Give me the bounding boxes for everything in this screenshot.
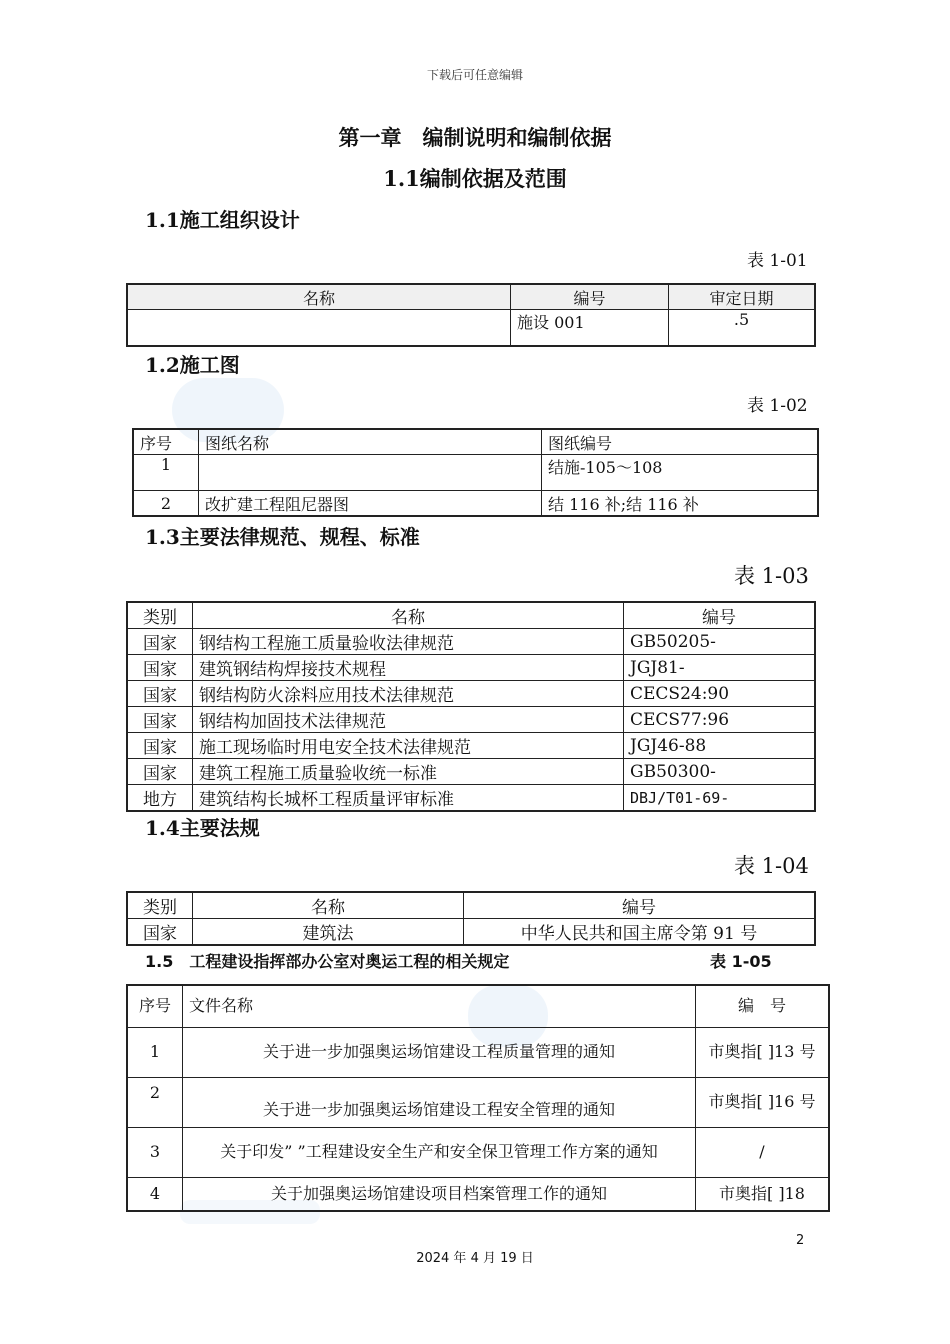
cell: / [696,1127,830,1177]
col-header: 编号 [511,284,669,310]
table-row [127,310,815,346]
table-1-01 [126,283,816,347]
cell: 国家 [127,629,193,655]
heading-1-2: 1.2施工图 [145,353,240,377]
cell: GB50300- [624,759,816,785]
cell: 关于进一步加强奥运场馆建设工程质量管理的通知 [183,1027,696,1077]
table-row [127,785,815,812]
table-row [133,455,818,491]
cell: 钢结构工程施工质量验收法律规范 [193,629,624,655]
table-1-05 [126,984,830,1212]
col-header: 类别 [127,892,193,919]
cell: 关于进一步加强奥运场馆建设工程安全管理的通知 [183,1077,696,1127]
table-row [127,707,815,733]
cell: 市奥指[ ]18 [696,1177,830,1211]
cell: 国家 [127,707,193,733]
cell: JGJ81- [624,655,816,681]
heading-1-3: 1.3主要法律规范、规程、标准 [145,525,420,549]
table-number-1-04: 表 1-04 [734,854,809,878]
cell: CECS24:90 [624,681,816,707]
col-header: 编号 [464,892,816,919]
table-number-1-05: 表 1-05 [710,952,772,971]
col-header: 序号 [127,985,183,1027]
table-row [127,1177,829,1211]
cell: 关于印发” ”工程建设安全生产和安全保卫管理工作方案的通知 [183,1127,696,1177]
cell: 3 [127,1127,183,1177]
table-row [127,1127,829,1177]
table-row [127,759,815,785]
table-1-02 [132,428,819,517]
table-header-row [133,429,818,455]
table-number-1-01: 表 1-01 [747,251,808,271]
cell: 建筑工程施工质量验收统一标准 [193,759,624,785]
chapter-title: 第一章 编制说明和编制依据 [338,125,612,150]
cell: 国家 [127,759,193,785]
table-header-row [127,602,815,629]
footer-date: 2024 年 4 月 19 日 [416,1251,534,1266]
table-row [127,733,815,759]
table-row [127,655,815,681]
col-header: 名称 [193,892,464,919]
table-header-row [127,985,829,1027]
table-number-1-03: 表 1-03 [734,564,809,588]
cell: 施设 001 [511,310,669,346]
cell: 改扩建工程阻尼器图 [199,491,542,517]
cell: 结施-105～108 [542,455,819,491]
cell: DBJ/T01-69- [624,785,816,812]
heading-1-4: 1.4主要法规 [145,816,260,840]
table-header-row [127,284,815,310]
table-row [133,491,818,517]
cell: 建筑结构长城杯工程质量评审标准 [193,785,624,812]
cell: 关于加强奥运场馆建设项目档案管理工作的通知 [183,1177,696,1211]
cell: 国家 [127,919,193,946]
table-1-04 [126,891,816,946]
cell: GB50205- [624,629,816,655]
table-row [127,1077,829,1127]
cell: 市奥指[ ]16 号 [696,1077,830,1127]
cell: 国家 [127,733,193,759]
cell: 钢结构防火涂料应用技术法律规范 [193,681,624,707]
col-header: 编号 [624,602,816,629]
cell: 1 [133,455,199,491]
cell: JGJ46-88 [624,733,816,759]
heading-1-1: 1.1施工组织设计 [145,208,300,232]
cell: 施工现场临时用电安全技术法律规范 [193,733,624,759]
col-header: 名称 [193,602,624,629]
col-header: 序号 [133,429,199,455]
cell: 建筑法 [193,919,464,946]
heading-1-5 [145,949,785,972]
cell [199,455,542,491]
cell: 4 [127,1177,183,1211]
cell: 国家 [127,681,193,707]
cell: 钢结构加固技术法律规范 [193,707,624,733]
page-header: 下载后可任意编辑 [426,68,523,82]
cell: 国家 [127,655,193,681]
section-title: 1.1编制依据及范围 [383,166,567,191]
table-row [127,1027,829,1077]
page-number: 2 [796,1233,805,1248]
col-header: 图纸名称 [199,429,542,455]
cell: 建筑钢结构焊接技术规程 [193,655,624,681]
cell: 市奥指[ ]13 号 [696,1027,830,1077]
col-header: 编 号 [696,985,830,1027]
heading-1-5-text: 1.5 工程建设指挥部办公室对奥运工程的相关规定 [145,952,510,971]
cell: 结 116 补;结 116 补 [542,491,819,517]
cell: CECS77:96 [624,707,816,733]
table-row [127,919,815,946]
col-header: 文件名称 [183,985,696,1027]
table-row [127,629,815,655]
col-header: 图纸编号 [542,429,819,455]
cell: 1 [127,1027,183,1077]
col-header: 名称 [127,284,511,310]
col-header: 审定日期 [669,284,816,310]
cell: 2 [133,491,199,517]
cell: .5 [669,310,816,346]
cell: 地方 [127,785,193,812]
table-number-1-02: 表 1-02 [747,396,808,416]
col-header: 类别 [127,602,193,629]
cell: 2 [127,1077,183,1127]
cell: 中华人民共和国主席令第 91 号 [464,919,816,946]
table-header-row [127,892,815,919]
table-row [127,681,815,707]
table-1-03 [126,601,816,812]
cell [127,310,511,346]
